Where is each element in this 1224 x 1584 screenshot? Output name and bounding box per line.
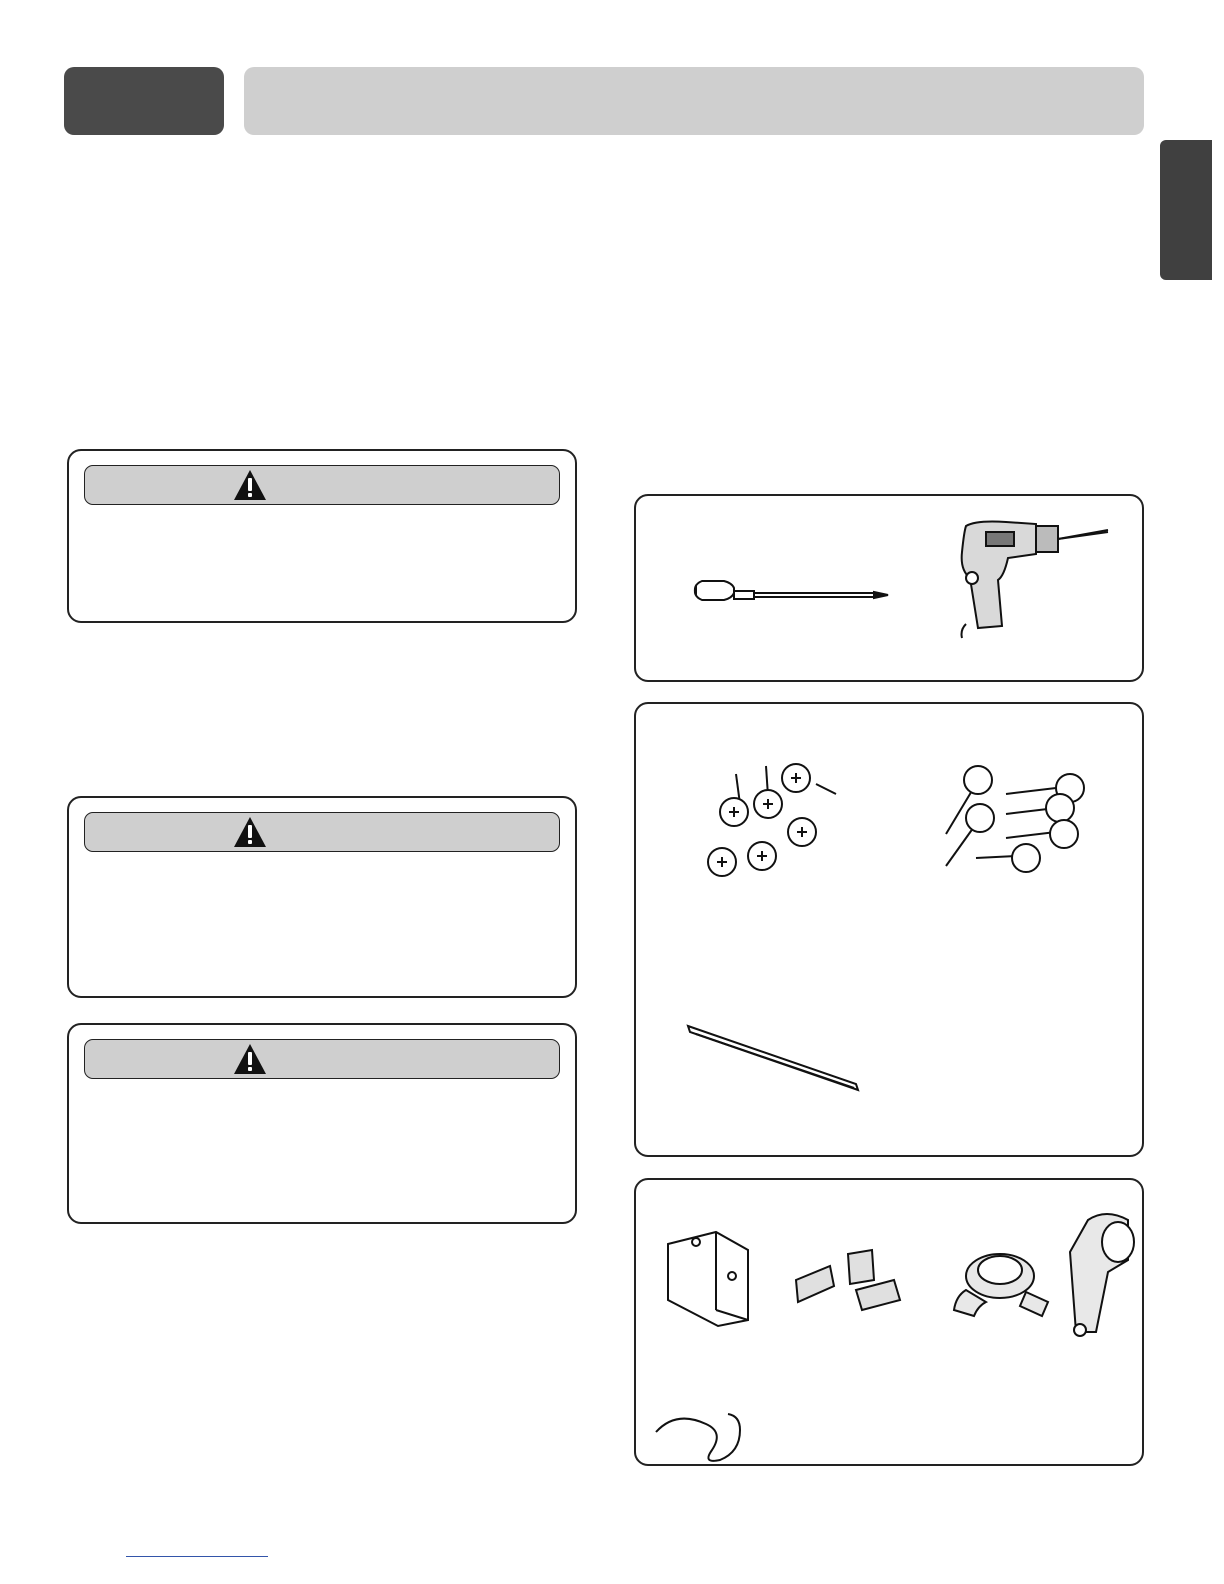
- warning-triangle-icon: [233, 1043, 267, 1075]
- side-chapter-tab: [1160, 140, 1212, 280]
- tools-panel: [634, 494, 1144, 682]
- parts-heading-area: [634, 440, 1144, 480]
- conduit-connector-icon: [954, 1254, 1048, 1316]
- warning-box-3: [67, 1023, 577, 1224]
- mounting-rail-icon: [688, 1026, 858, 1090]
- warning-header-2: [84, 812, 560, 852]
- closing-text-area: [67, 1240, 577, 1440]
- warning-triangle-icon: [233, 469, 267, 501]
- small-screws-icon: [708, 764, 836, 876]
- junction-box-icon: [668, 1232, 748, 1326]
- wire-icon: [656, 1414, 740, 1461]
- long-screws-icon: [946, 766, 1084, 872]
- warning-box-1: [67, 449, 577, 623]
- instruction-text-area: [67, 640, 577, 780]
- drill-icon: [962, 522, 1109, 639]
- warning-header-1: [84, 465, 560, 505]
- warning-box-2: [67, 796, 577, 998]
- warning-header-3: [84, 1039, 560, 1079]
- section-badge: [64, 67, 224, 135]
- footer-rule: [126, 1556, 268, 1557]
- intro-text-area: [64, 160, 1144, 430]
- fasteners-panel: [634, 702, 1144, 1157]
- electrical-panel: [634, 1178, 1144, 1466]
- warning-triangle-icon: [233, 816, 267, 848]
- screwdriver-icon: [695, 581, 888, 600]
- conduit-elbow-icon: [1070, 1214, 1134, 1336]
- section-header-bar: [244, 67, 1144, 135]
- wire-nuts-icon: [796, 1250, 900, 1310]
